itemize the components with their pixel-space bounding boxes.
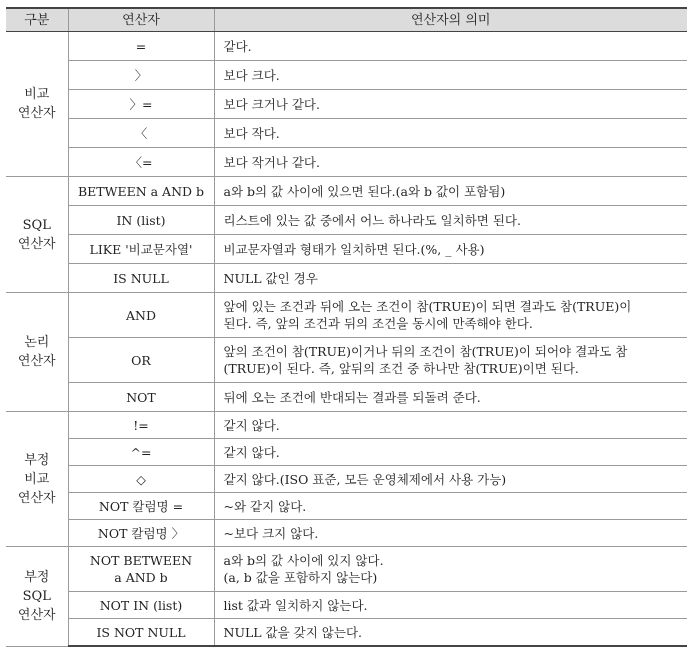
meaning-text: 같다. (223, 38, 252, 54)
table-row (6, 619, 687, 647)
operator-cell (68, 32, 214, 61)
table-row (6, 61, 687, 90)
meaning-cell (214, 619, 687, 647)
operator-text: 〈 (134, 125, 148, 141)
category-label-line: 비교 (24, 471, 50, 487)
meaning-cell (214, 466, 687, 493)
category-cell (6, 547, 68, 647)
meaning-cell (214, 293, 687, 338)
operator-text: != (133, 417, 149, 433)
operator-cell (68, 493, 214, 520)
operator-cell (68, 383, 214, 412)
operator-text: NOT 칼럼명 = (98, 498, 184, 514)
meaning-cell (214, 235, 687, 264)
operator-text: LIKE '비교문자열' (89, 241, 193, 257)
meaning-cell (214, 520, 687, 547)
meaning-text: 같지 않다. (223, 444, 280, 460)
meaning-cell (214, 338, 687, 383)
operator-text: IS NOT NULL (96, 624, 186, 640)
table-row (6, 493, 687, 520)
operator-cell (68, 520, 214, 547)
operator-text: 〉 (134, 67, 148, 83)
meaning-text: 보다 크거나 같다. (223, 96, 320, 112)
meaning-cell (214, 90, 687, 119)
operator-cell (68, 90, 214, 119)
table-row (6, 235, 687, 264)
meaning-text: 같지 않다.(ISO 표준, 모든 운영체제에서 사용 가능) (223, 471, 507, 487)
table-row (6, 90, 687, 119)
table-row (6, 547, 687, 592)
operator-text: ^= (130, 444, 152, 460)
meaning-text: a와 b의 값 사이에 있지 않다. (223, 553, 384, 568)
table-row (6, 466, 687, 493)
operator-cell (68, 592, 214, 619)
meaning-cell (214, 592, 687, 619)
operator-text: NOT 칼럼명 〉 (97, 525, 185, 541)
operator-cell (68, 206, 214, 235)
meaning-text: 보다 작다. (223, 125, 280, 141)
meaning-text: 앞의 조건이 참(TRUE)이거나 뒤의 조건이 참(TRUE)이 되어야 결과도 참 (223, 344, 628, 359)
meaning-text: NULL 값을 갖지 않는다. (223, 624, 362, 640)
category-label-line: 연산자 (17, 236, 56, 252)
category-cell (6, 293, 68, 412)
category-label-line: 비교 (24, 87, 50, 102)
category-cell (6, 32, 68, 177)
table-row (6, 119, 687, 148)
header-row (6, 8, 687, 32)
meaning-text: (TRUE)이 된다. 즉, 앞뒤의 조건 중 하나만 참(TRUE)이면 된다. (223, 361, 579, 376)
table-row (6, 383, 687, 412)
meaning-cell (214, 412, 687, 439)
operator-cell (68, 148, 214, 177)
category-label-line: SQL (22, 217, 51, 233)
operator-text: 〉= (129, 96, 153, 112)
table-row (6, 177, 687, 206)
operator-cell (68, 264, 214, 293)
meaning-text: 같지 않다. (223, 417, 280, 433)
operator-text: 〈= (129, 154, 153, 170)
meaning-text: 뒤에 오는 조건에 반대되는 결과를 되돌려 준다. (223, 389, 481, 405)
operator-cell (68, 547, 214, 592)
meaning-cell (214, 206, 687, 235)
meaning-cell (214, 383, 687, 412)
category-label-line: 부정 (24, 569, 50, 585)
operator-cell (68, 177, 214, 206)
table-row (6, 206, 687, 235)
meaning-text: list 값과 일치하지 않는다. (223, 597, 368, 613)
operator-cell (68, 439, 214, 466)
meaning-text: 비교문자열과 형태가 일치하면 된다.(%, _ 사용) (223, 241, 485, 257)
operator-cell (68, 235, 214, 264)
meaning-cell (214, 547, 687, 592)
meaning-text: 된다. 즉, 앞의 조건과 뒤의 조건을 동시에 만족해야 한다. (223, 316, 533, 331)
meaning-text: a와 b의 값 사이에 있으면 된다.(a와 b 값이 포함됨) (223, 183, 506, 199)
operator-text: NOT (126, 389, 156, 405)
table-row (6, 264, 687, 293)
operator-cell (68, 412, 214, 439)
meaning-text: NULL 값인 경우 (223, 270, 318, 286)
operator-cell (68, 61, 214, 90)
table-row (6, 412, 687, 439)
category-cell (6, 412, 68, 547)
table-row (6, 293, 687, 338)
meaning-text: 보다 작거나 같다. (223, 154, 320, 170)
operator-cell (68, 119, 214, 148)
meaning-text: 리스트에 있는 값 중에서 어느 하나라도 일치하면 된다. (223, 212, 521, 228)
operator-cell (68, 466, 214, 493)
meaning-text: ~보다 크지 않다. (223, 525, 319, 541)
table-row (6, 338, 687, 383)
table-row (6, 32, 687, 61)
category-label-line: 부정 (24, 452, 50, 468)
meaning-cell (214, 119, 687, 148)
operator-text: a AND b (114, 570, 168, 585)
operator-text: OR (131, 352, 151, 368)
category-label-line: 논리 (24, 335, 50, 350)
meaning-cell (214, 32, 687, 61)
operator-text: BETWEEN a AND b (77, 183, 205, 199)
operator-cell (68, 338, 214, 383)
operator-cell (68, 293, 214, 338)
sql-operators-table (6, 7, 687, 647)
meaning-cell (214, 61, 687, 90)
meaning-cell (214, 439, 687, 466)
operator-text: NOT BETWEEN (89, 553, 193, 568)
meaning-cell (214, 493, 687, 520)
table-body (6, 32, 687, 647)
meaning-text: 앞에 있는 조건과 뒤에 오는 조건이 참(TRUE)이 되면 결과도 참(TRUE)이 (223, 299, 632, 314)
category-label-line: SQL (22, 588, 51, 604)
meaning-text: ~와 같지 않다. (223, 498, 307, 514)
operator-text: IN (list) (116, 212, 166, 228)
header-operator: 연산자 (68, 8, 214, 32)
operator-cell (68, 619, 214, 647)
operator-text: IS NULL (113, 270, 169, 286)
category-label-line: 연산자 (17, 354, 56, 369)
operator-text: NOT IN (list) (99, 597, 183, 613)
category-label-line: 연산자 (17, 607, 56, 623)
header-category: 구분 (6, 8, 68, 32)
operator-text: = (135, 38, 147, 54)
header-meaning: 연산자의 의미 (214, 8, 687, 32)
meaning-cell (214, 148, 687, 177)
meaning-text: 보다 크다. (223, 67, 280, 83)
category-cell (6, 177, 68, 293)
category-label-line: 연산자 (17, 106, 56, 121)
table-row (6, 148, 687, 177)
table-row (6, 592, 687, 619)
table-row (6, 520, 687, 547)
category-label-line: 연산자 (17, 490, 56, 506)
operator-text: AND (126, 307, 156, 323)
meaning-cell (214, 177, 687, 206)
operator-text: ◇ (136, 471, 146, 487)
meaning-text: (a, b 값을 포함하지 않는다) (223, 570, 378, 585)
table-row (6, 439, 687, 466)
meaning-cell (214, 264, 687, 293)
